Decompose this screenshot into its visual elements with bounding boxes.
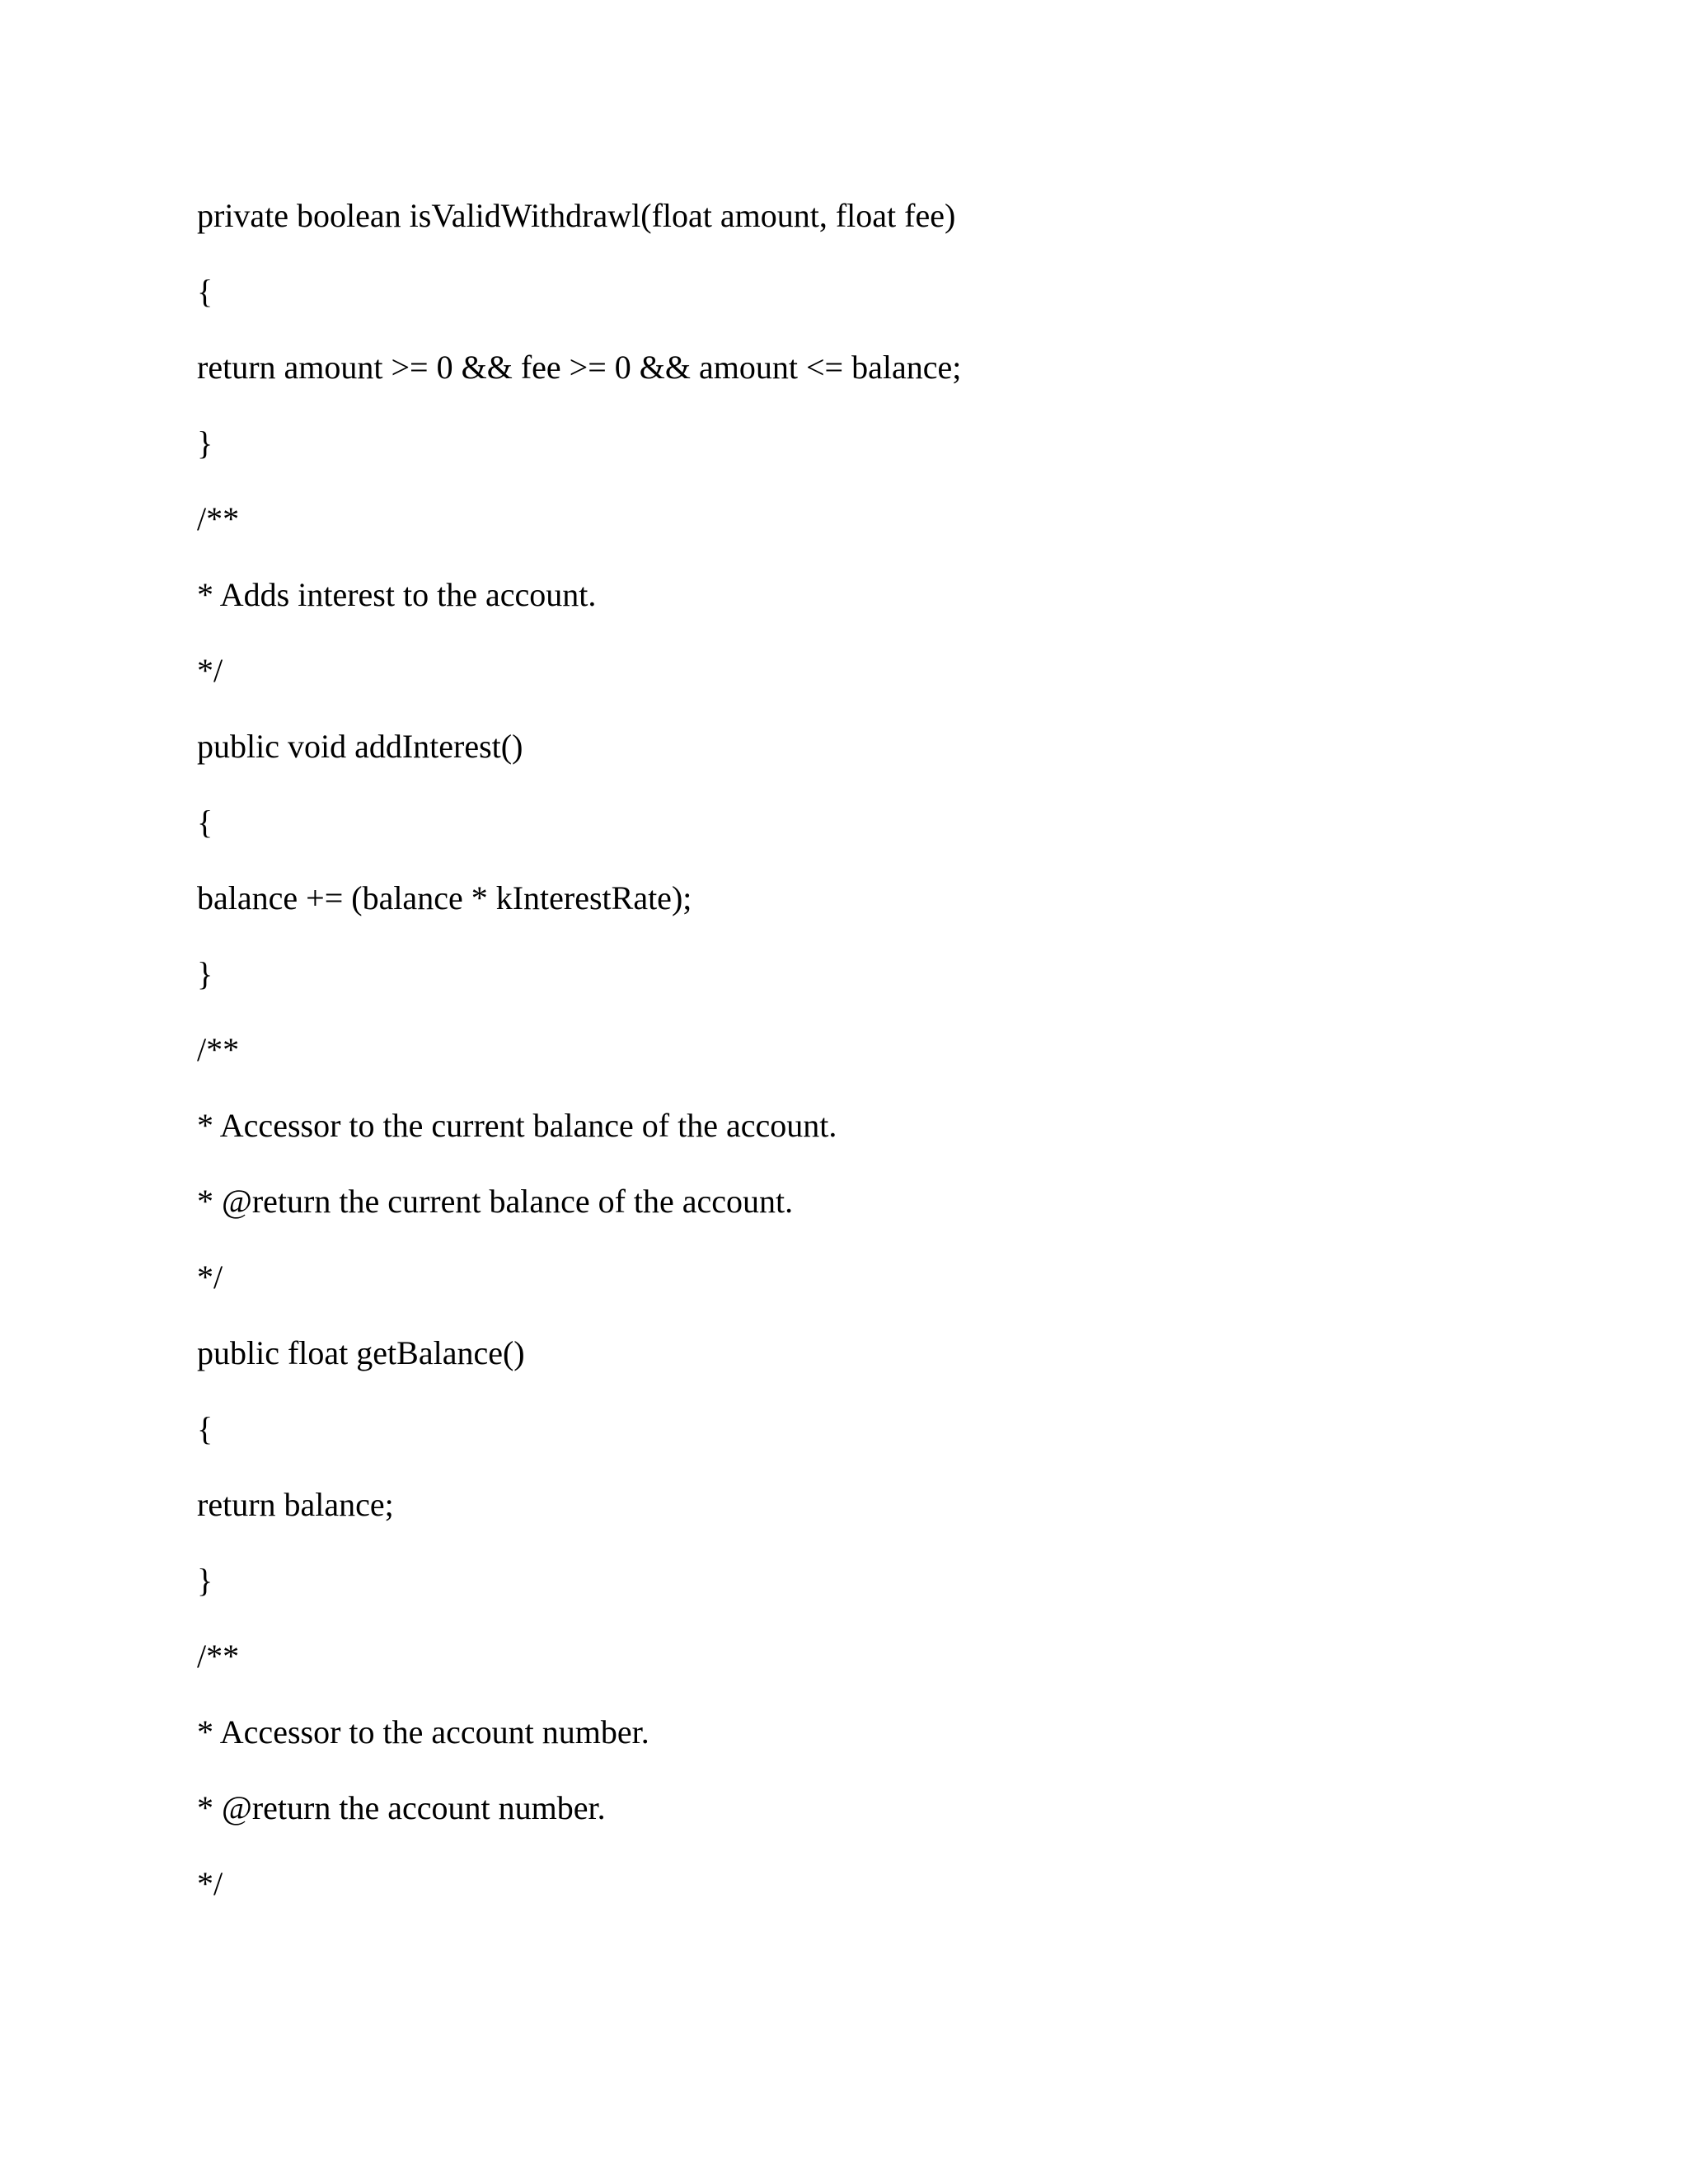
code-line: return amount >= 0 && fee >= 0 && amount <= balance;	[197, 349, 962, 386]
comment-line: /**	[197, 1638, 240, 1675]
comment-line: /**	[197, 500, 240, 537]
comment-line: */	[197, 1258, 223, 1296]
code-line: balance += (balance * kInterestRate);	[197, 879, 692, 916]
comment-line: /**	[197, 1031, 240, 1068]
code-line: public float getBalance()	[197, 1334, 525, 1371]
comment-line: * Accessor to the account number.	[197, 1713, 649, 1750]
code-line: {	[197, 273, 213, 310]
code-line: return balance;	[197, 1486, 394, 1523]
code-line: }	[197, 424, 213, 462]
code-line: }	[197, 955, 213, 992]
code-line: private boolean isValidWithdrawl(float amount, float fee)	[197, 197, 956, 234]
comment-line: * Accessor to the current balance of the account.	[197, 1107, 837, 1144]
code-line: }	[197, 1562, 213, 1599]
comment-line: */	[197, 652, 223, 689]
code-lines	[197, 191, 961, 1935]
comment-line: * @return the current balance of the account.	[197, 1183, 794, 1220]
code-line: public void addInterest()	[197, 728, 523, 765]
comment-line: * @return the account number.	[197, 1789, 606, 1826]
code-line: {	[197, 804, 213, 841]
comment-line: * Adds interest to the account.	[197, 576, 597, 613]
comment-line: */	[197, 1865, 223, 1902]
code-line: {	[197, 1410, 213, 1447]
